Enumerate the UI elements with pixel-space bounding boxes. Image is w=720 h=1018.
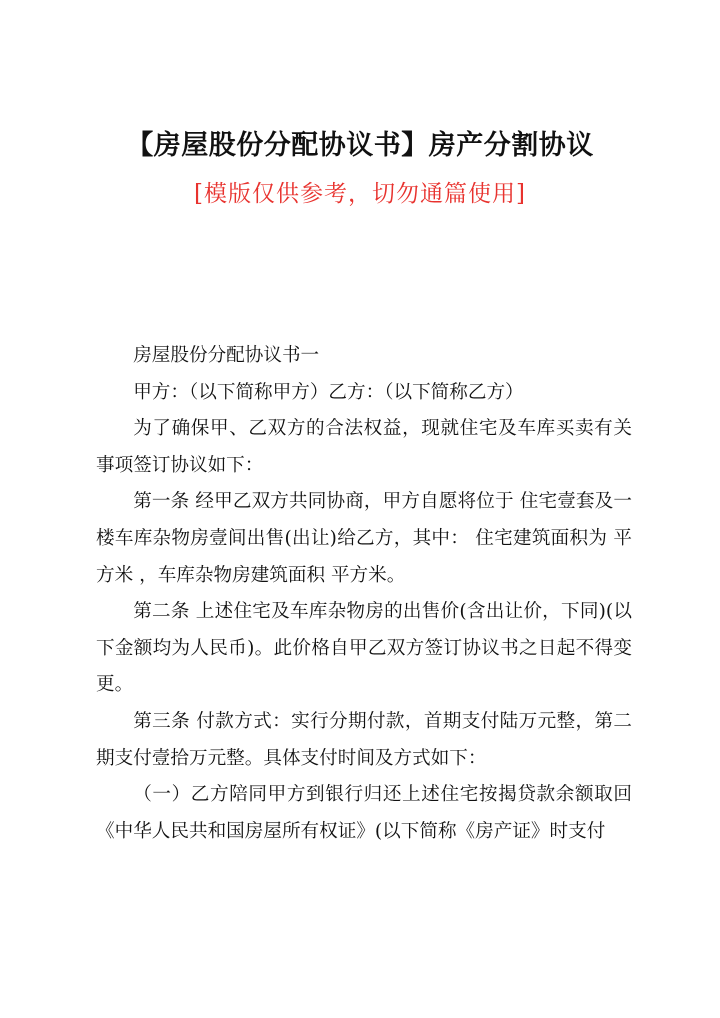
article-3-item-1-paragraph: （一）乙方陪同甲方到银行归还上述住宅按揭贷款余额取回《中华人民共和国房屋所有权证》(以下简称《房产证》时支付 — [96, 784, 632, 842]
agreement-heading: 房屋股份分配协议书一 — [133, 345, 320, 366]
document-body — [96, 338, 632, 850]
template-disclaimer: [模版仅供参考，切勿通篇使用] — [194, 181, 526, 207]
article-3-paragraph: 第三条 付款方式：实行分期付款，首期支付陆万元整，第二期支付壹拾万元整。具体支付时间及方式如下： — [96, 710, 632, 769]
preamble-paragraph: 为了确保甲、乙双方的合法权益，现就住宅及车库买卖有关事项签订协议如下： — [96, 418, 632, 476]
parties-line: 甲方：（以下简称甲方）乙方：（以下简称乙方） — [133, 381, 524, 403]
article-1-paragraph: 第一条 经甲乙双方共同协商，甲方自愿将位于 住宅壹套及一楼车库杂物房壹间出售(出让)给乙方，其中： 住宅建筑面积为 平方米 ，车库杂物房建筑面积 平方米。 — [96, 491, 632, 586]
document-title: 【房屋股份分配协议书】房产分割协议 — [126, 130, 594, 161]
article-2-paragraph: 第二条 上述住宅及车库杂物房的出售价(含出让价，下同)(以下金额均为人民币)。此价格自甲乙双方签订协议书之日起不得变更。 — [96, 601, 632, 696]
